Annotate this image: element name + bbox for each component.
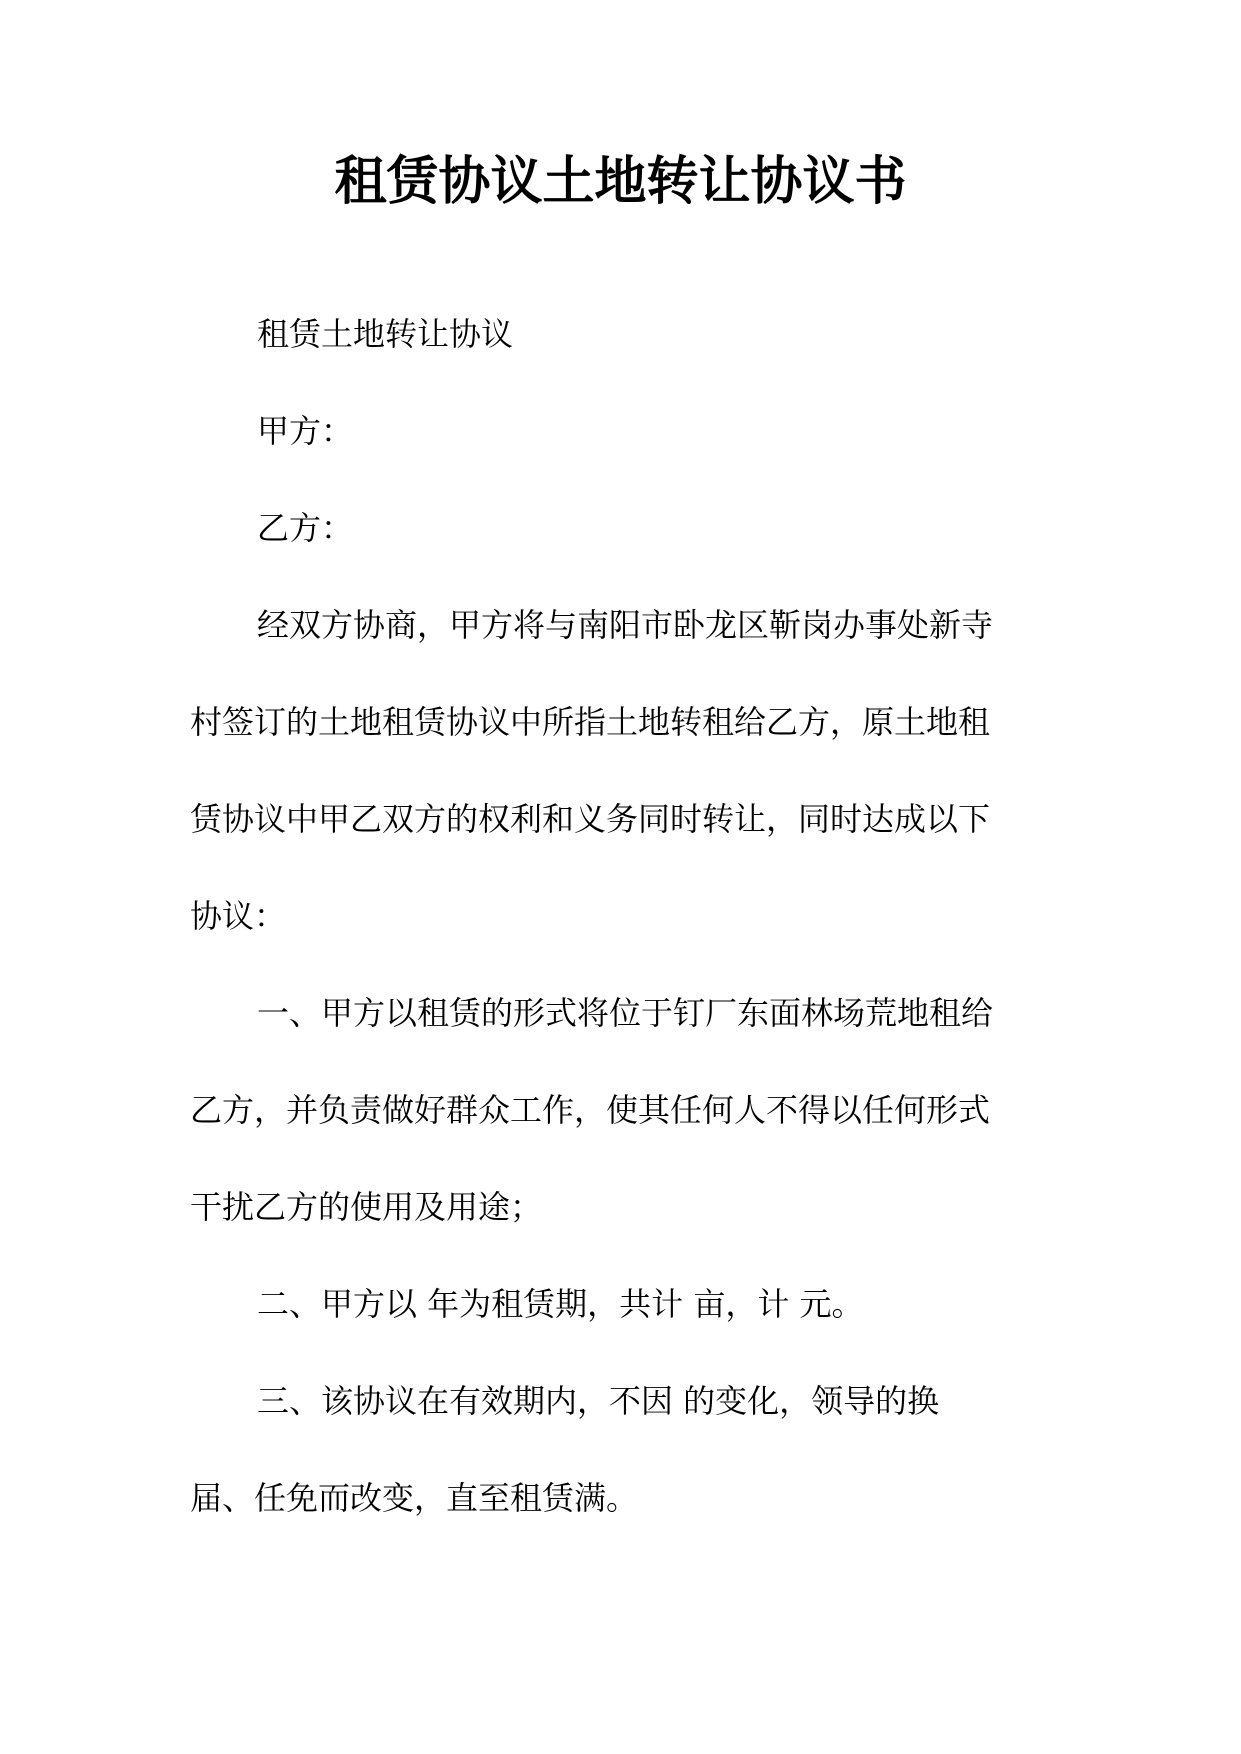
paragraph-line: 协议： [190,897,287,935]
document-subtitle: 租赁土地转让协议 [257,315,514,353]
clause-line: 三、该协议在有效期内，不因 的变化，领导的换 [257,1382,940,1420]
clause-line: 乙方，并负责做好群众工作，使其任何人不得以任何形式 [190,1091,991,1129]
clause-line: 干扰乙方的使用及用途； [190,1188,543,1226]
document-title: 租赁协议土地转让协议书 [334,151,907,212]
paragraph-line: 村签订的土地租赁协议中所指土地转租给乙方，原土地租 [190,703,991,741]
clause-line: 二、甲方以 年为租赁期，共计 亩，计 元。 [257,1285,864,1323]
party-b-label: 乙方： [257,509,354,547]
party-a-label: 甲方： [257,412,354,450]
clause-line: 一、甲方以租赁的形式将位于钉厂东面林场荒地租给 [257,994,994,1032]
paragraph-line: 经双方协商，甲方将与南阳市卧龙区靳岗办事处新寺 [257,606,994,644]
clause-line: 届、任免而改变，直至租赁满。 [190,1479,639,1517]
paragraph-line: 赁协议中甲乙双方的权利和义务同时转让，同时达成以下 [190,800,991,838]
